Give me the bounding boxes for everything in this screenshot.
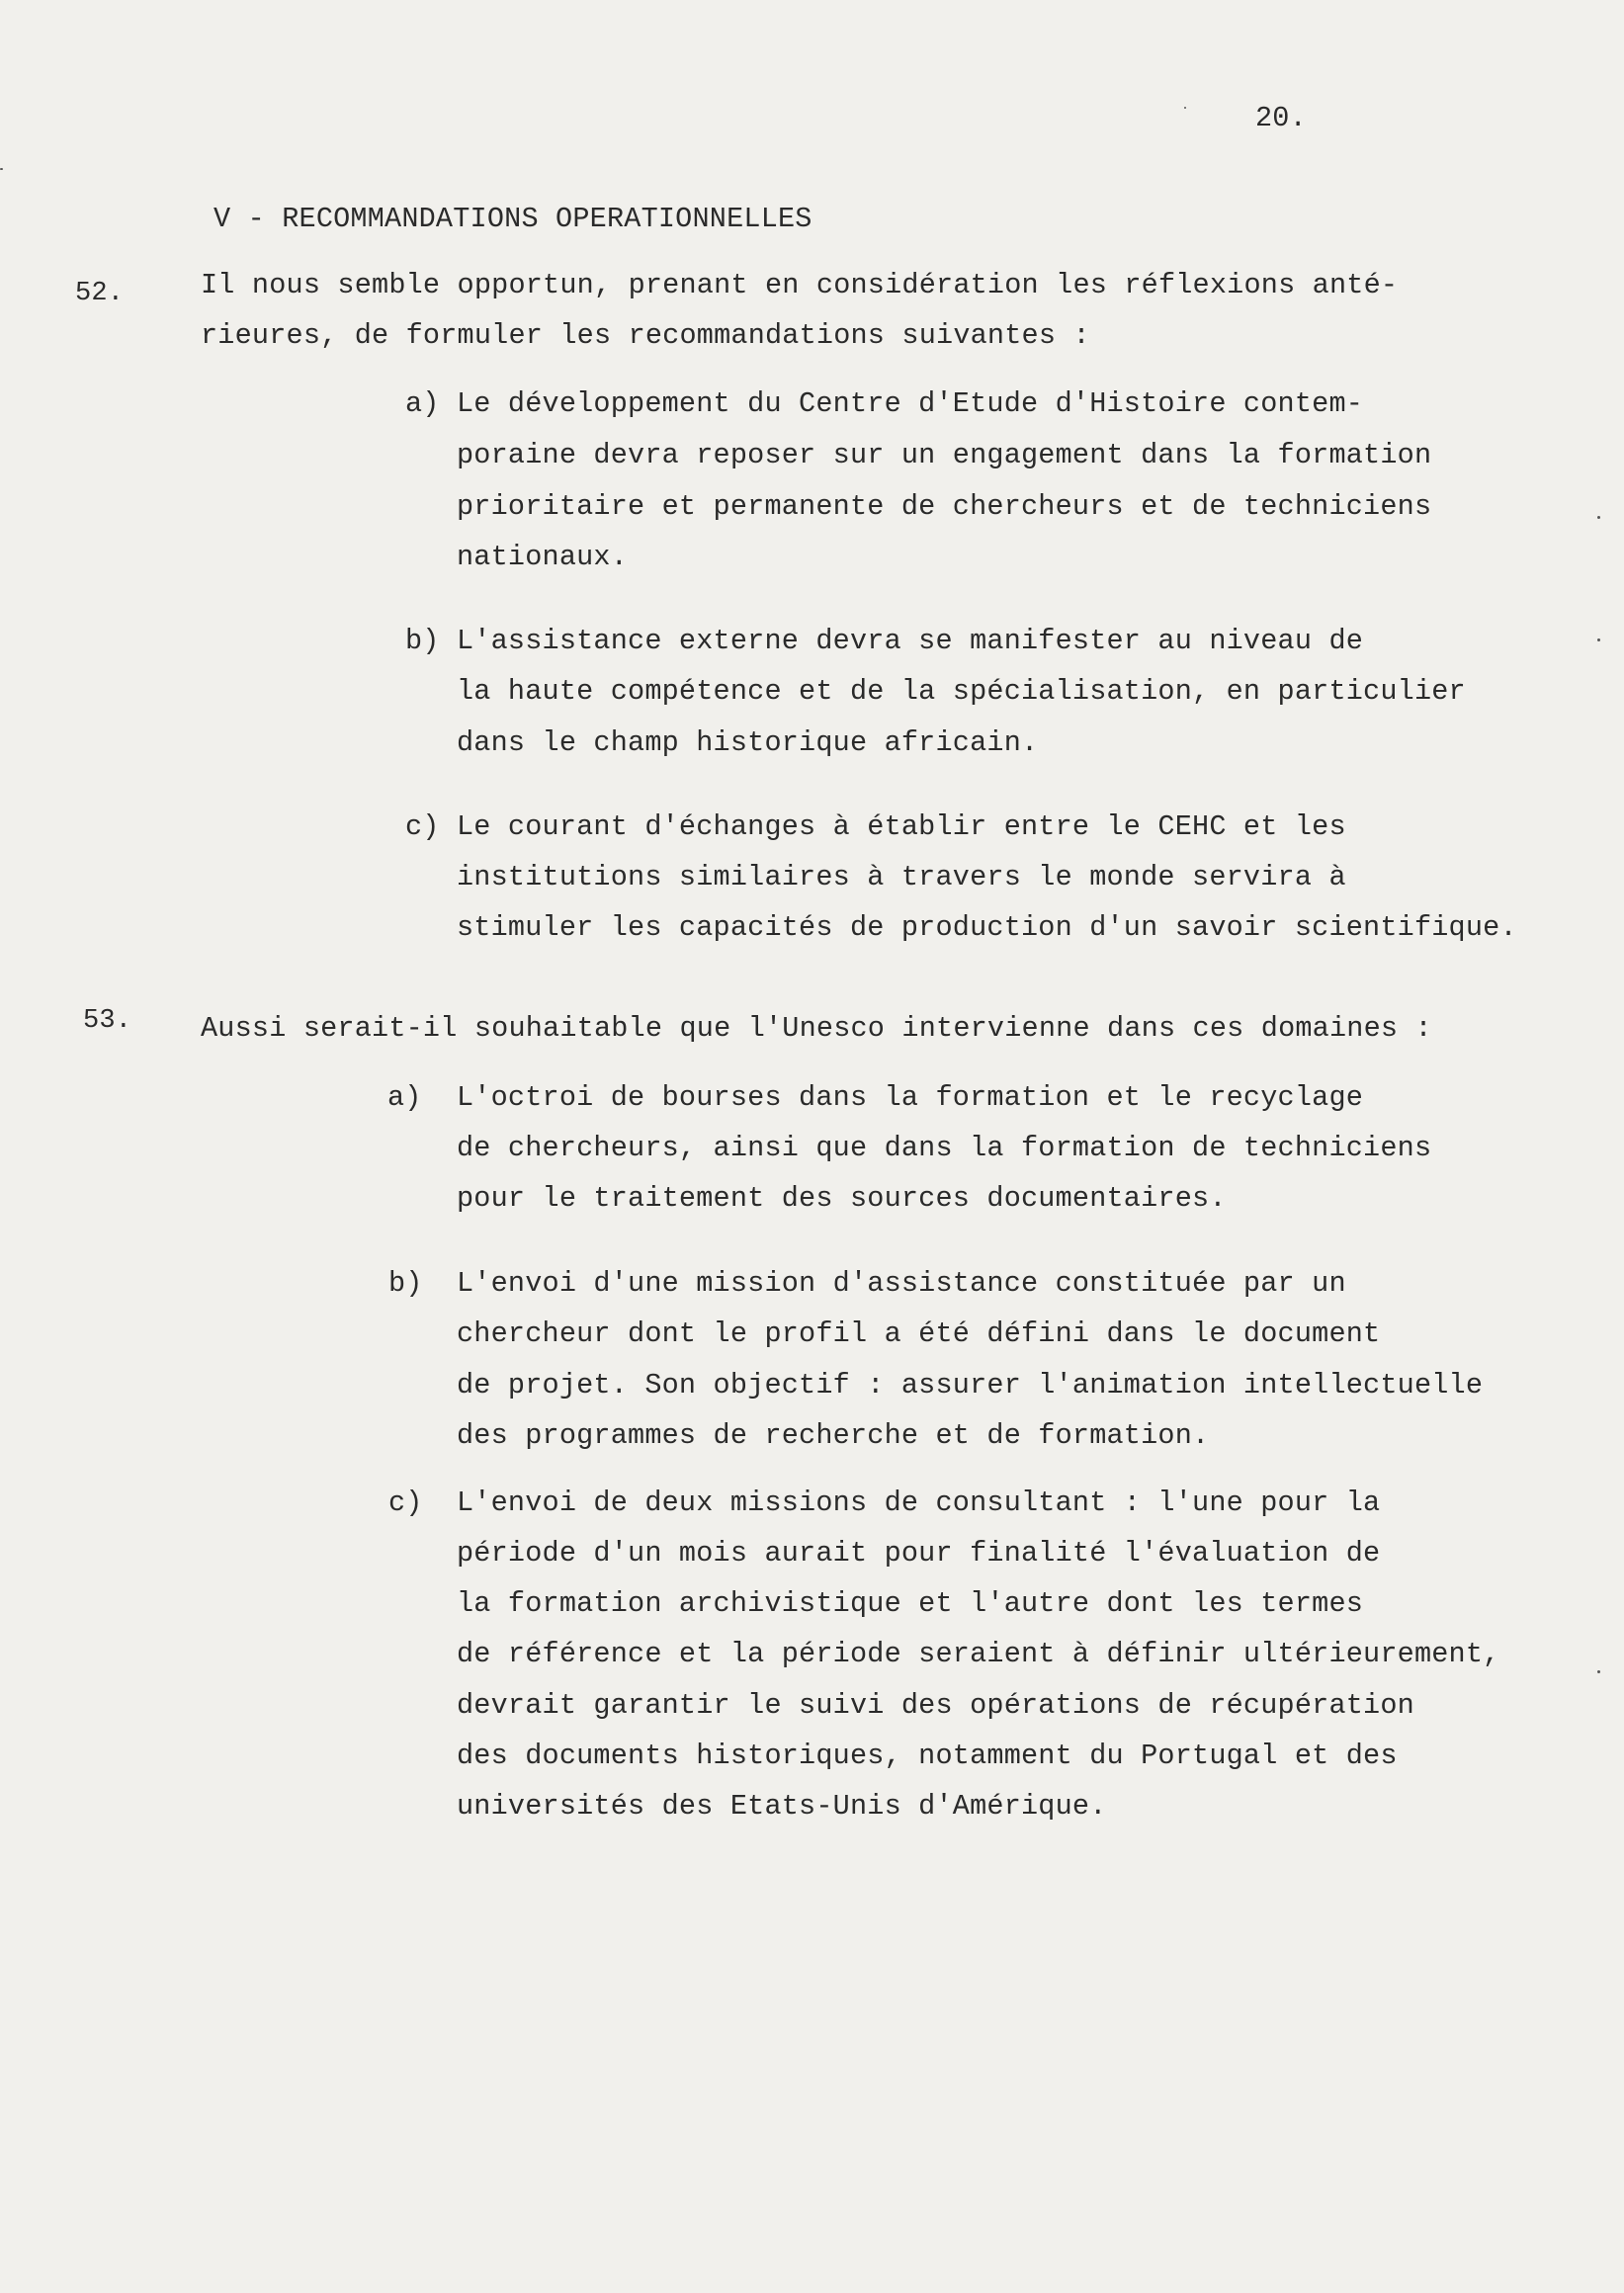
paper-speck: [0, 168, 3, 170]
paper-speck: [1597, 1670, 1600, 1673]
section-title: V - RECOMMANDATIONS OPERATIONNELLES: [214, 203, 812, 235]
item-line: Le courant d'échanges à établir entre le CEHC et les: [457, 810, 1346, 843]
item-line: la formation archivistique et l'autre dont les termes: [457, 1587, 1364, 1620]
item-line: L'assistance externe devra se manifester au niveau de: [457, 625, 1364, 657]
item-line: la haute compétence et de la spécialisation, en particulier: [457, 675, 1466, 708]
item-label-c: c): [405, 810, 440, 843]
item-label-a: a): [387, 1081, 422, 1114]
paper-speck: [1184, 107, 1186, 109]
item-line: nationaux.: [457, 541, 629, 573]
item-line: de chercheurs, ainsi que dans la formation de techniciens: [457, 1132, 1432, 1164]
item-label-c: c): [388, 1486, 423, 1519]
paragraph-52-line: rieures, de formuler les recommandations suivantes :: [201, 319, 1090, 352]
item-line: prioritaire et permanente de chercheurs et de techniciens: [457, 490, 1432, 523]
item-line: universités des Etats-Unis d'Amérique.: [457, 1790, 1107, 1823]
item-line: stimuler les capacités de production d'un savoir scientifique.: [457, 911, 1517, 944]
page-number: 20.: [1255, 102, 1307, 134]
item-line: devrait garantir le suivi des opérations de récupération: [457, 1689, 1414, 1722]
item-line: L'envoi de deux missions de consultant : l'une pour la: [457, 1486, 1381, 1519]
paragraph-number-53: 53.: [83, 1006, 132, 1036]
item-line: Le développement du Centre d'Etude d'Histoire contem-: [457, 387, 1364, 420]
item-label-a: a): [405, 387, 440, 420]
paper-speck: [1597, 638, 1600, 641]
item-line: poraine devra reposer sur un engagement dans la formation: [457, 439, 1432, 471]
item-line: L'octroi de bourses dans la formation et le recyclage: [457, 1081, 1364, 1114]
item-line: de référence et la période seraient à définir ultérieurement,: [457, 1638, 1500, 1670]
item-line: L'envoi d'une mission d'assistance constituée par un: [457, 1267, 1346, 1300]
item-line: chercheur dont le profil a été défini dans le document: [457, 1317, 1381, 1350]
item-line: de projet. Son objectif : assurer l'animation intellectuelle: [457, 1369, 1484, 1401]
paragraph-53-line: Aussi serait-il souhaitable que l'Unesco intervienne dans ces domaines :: [201, 1012, 1432, 1045]
paragraph-52-line: Il nous semble opportun, prenant en considération les réflexions anté-: [201, 269, 1399, 301]
item-line: des documents historiques, notamment du Portugal et des: [457, 1740, 1398, 1772]
item-line: des programmes de recherche et de formation.: [457, 1419, 1210, 1452]
paragraph-number-52: 52.: [75, 279, 125, 308]
paper-speck: [1597, 516, 1600, 519]
item-line: période d'un mois aurait pour finalité l'évaluation de: [457, 1537, 1381, 1570]
item-line: pour le traitement des sources documentaires.: [457, 1182, 1227, 1215]
item-line: institutions similaires à travers le monde servira à: [457, 861, 1346, 893]
item-label-b: b): [405, 625, 440, 657]
item-line: dans le champ historique africain.: [457, 726, 1039, 759]
item-label-b: b): [388, 1267, 423, 1300]
